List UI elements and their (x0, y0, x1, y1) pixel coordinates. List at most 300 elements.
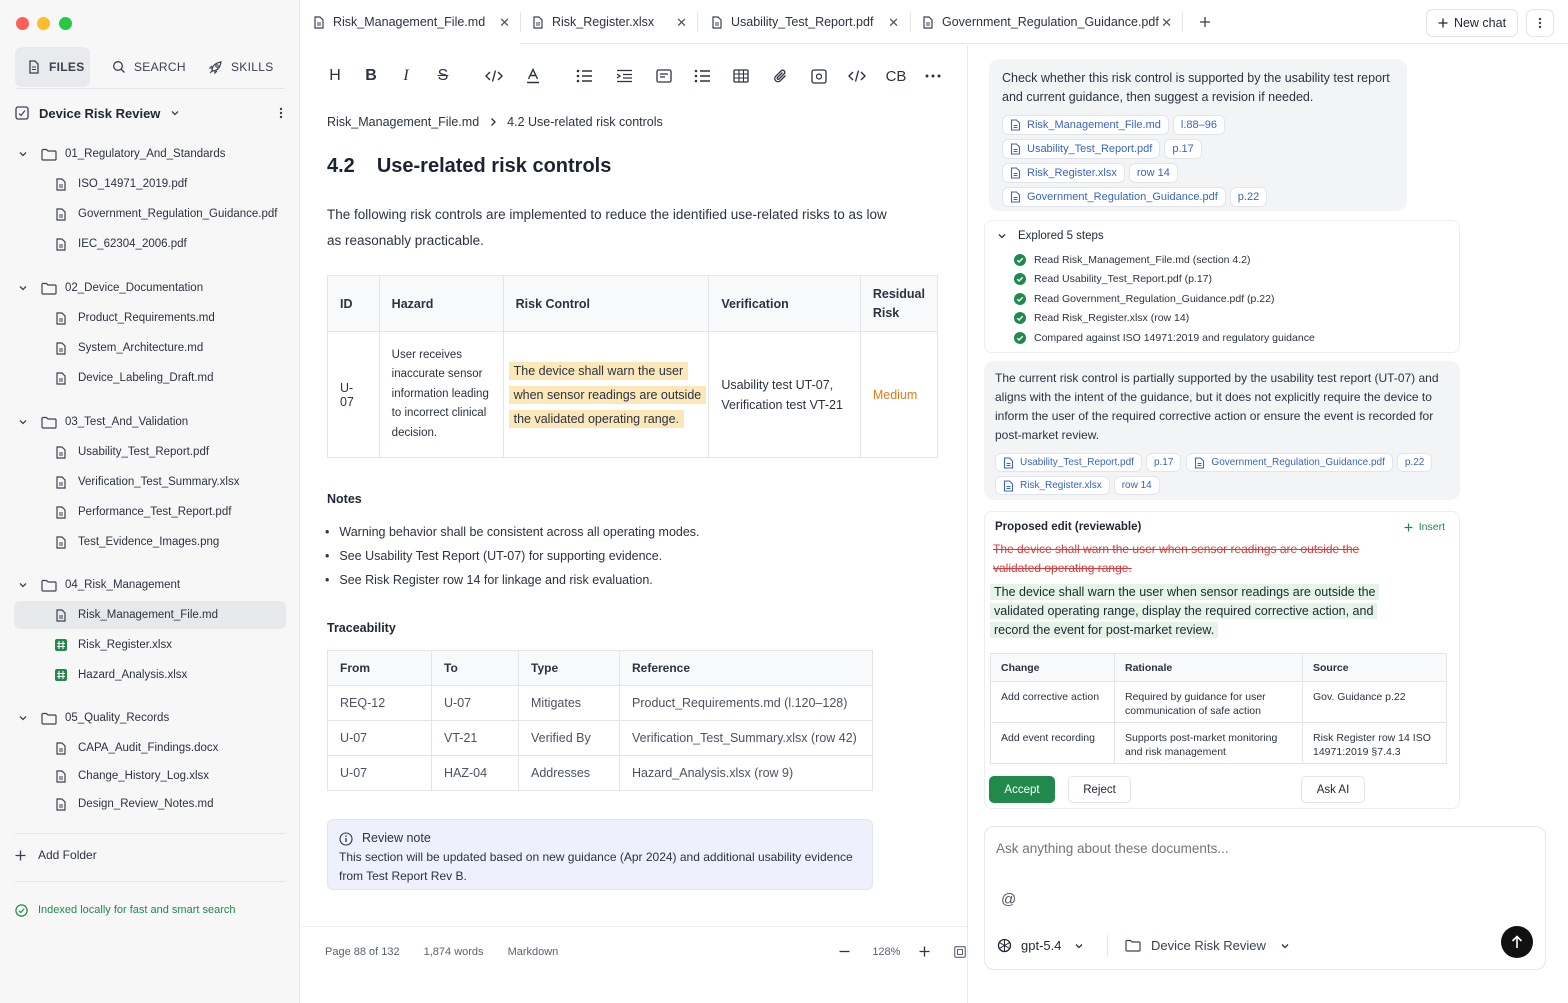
fit-page-icon[interactable] (954, 946, 966, 958)
tree-folder[interactable] (14, 408, 286, 436)
chevron-down-icon (17, 283, 29, 293)
tree-file[interactable] (14, 661, 286, 689)
spreadsheet-icon (55, 639, 67, 651)
bold-glyph: B (365, 67, 377, 84)
tree-file-label: Hazard_Analysis.xlsx (78, 669, 188, 681)
list-item: • Warning behavior shall be consistent across all operating modes. (325, 520, 700, 544)
minimize-window-button[interactable] (37, 17, 50, 30)
tree-file[interactable] (14, 468, 286, 496)
reference-chip-group (1002, 139, 1394, 159)
reference-location: p.22 (1404, 457, 1425, 468)
table-row (328, 686, 873, 721)
reference-chip-group (1002, 187, 1394, 207)
document-icon (1003, 457, 1014, 469)
file-icon (55, 770, 67, 783)
tree-folder-label: 05_Quality_Records (65, 712, 170, 724)
reference-chip-group (995, 476, 1160, 495)
word-count: 1,874 words (423, 945, 484, 958)
project-selector[interactable] (15, 100, 285, 126)
ask-ai-button[interactable]: Ask AI (1301, 776, 1365, 803)
chevron-down-icon (997, 231, 1007, 241)
tree-file-label: Design_Review_Notes.md (78, 798, 214, 810)
check-circle-icon (1014, 293, 1026, 305)
project-context-name: Device Risk Review (1151, 938, 1266, 953)
divider (15, 88, 285, 89)
traceability-table (327, 650, 873, 791)
tree-folder[interactable] (14, 140, 286, 168)
project-context-selector[interactable] (1125, 938, 1290, 953)
tree-file[interactable] (14, 364, 286, 392)
table-header-row (328, 276, 938, 332)
table-cell: Verification_Test_Summary.xlsx (row 42) (620, 721, 873, 756)
folder-icon (41, 712, 57, 725)
table-cell: REQ-12 (328, 686, 432, 721)
column-header: Reference (620, 651, 873, 686)
table-cell: Risk Register row 14 ISO 14971:2019 §7.4.3 (1303, 723, 1447, 764)
reference-chip[interactable] (1002, 163, 1125, 183)
step-item (1014, 270, 1315, 290)
tab-label: Usability_Test_Report.pdf (731, 15, 874, 29)
tree-file-label: Government_Regulation_Guidance.pdf (78, 208, 278, 220)
new-tab-plus-icon[interactable] (1199, 16, 1211, 28)
rocket-icon (208, 60, 223, 75)
embed-button[interactable] (844, 63, 870, 89)
reference-chip[interactable] (1186, 453, 1392, 472)
table-cell: U-07 (328, 721, 432, 756)
tree-file-label: Change_History_Log.xlsx (78, 770, 210, 782)
file-icon (55, 798, 67, 811)
zoom-in-icon[interactable] (919, 946, 930, 957)
tree-file[interactable] (14, 200, 286, 228)
mention-button[interactable]: @ (1001, 891, 1017, 908)
embed-code-icon (848, 69, 866, 83)
tree-file[interactable] (14, 734, 286, 762)
tab-files-label: FILES (49, 60, 85, 74)
explored-steps-toggle[interactable] (997, 230, 1104, 242)
table-row (328, 721, 873, 756)
insert-button[interactable] (1404, 521, 1445, 533)
explored-steps-card (984, 220, 1460, 353)
close-window-button[interactable] (16, 17, 29, 30)
add-folder-button[interactable] (15, 843, 97, 867)
reference-chip[interactable] (995, 453, 1142, 472)
table-cell: Verified By (519, 721, 620, 756)
divider (1107, 935, 1108, 957)
kebab-menu-icon (1538, 17, 1542, 29)
column-header: Verification (709, 276, 861, 332)
file-icon (711, 16, 723, 29)
tab-search-label: SEARCH (134, 60, 186, 74)
step-text: Read Usability_Test_Report.pdf (p.17) (1034, 273, 1213, 286)
plus-icon (1404, 523, 1413, 532)
folder-icon (1125, 939, 1141, 952)
section-number: 4.2 (327, 155, 355, 177)
code-button[interactable] (481, 63, 507, 89)
reference-file: Risk_Register.xlsx (1020, 480, 1102, 491)
spreadsheet-icon (55, 669, 67, 681)
check-circle-icon (1014, 254, 1026, 266)
table-cell: U-07 (432, 686, 519, 721)
tree-folder-label: 03_Test_And_Validation (65, 416, 189, 428)
column-header: Source (1303, 654, 1447, 682)
tree-folder-label: 01_Regulatory_And_Standards (65, 148, 226, 160)
tab-risk-management-file[interactable] (301, 0, 520, 44)
tab-label: Risk_Register.xlsx (552, 15, 655, 29)
more-options-button[interactable] (1526, 9, 1554, 37)
index-status (15, 900, 235, 920)
code-block-button[interactable] (881, 63, 911, 89)
table-row (328, 756, 873, 791)
chevron-down-icon (1280, 941, 1290, 951)
paperclip-icon (773, 68, 788, 84)
tree-file[interactable] (14, 304, 286, 332)
notes-list (325, 520, 700, 592)
new-chat-label: New chat (1453, 16, 1507, 30)
file-icon (55, 609, 67, 622)
column-header: Change (991, 654, 1115, 682)
answer-references (995, 453, 1455, 495)
tab-divider (1182, 12, 1183, 32)
plus-icon (15, 850, 26, 861)
column-header: Residual Risk (860, 276, 937, 332)
tree-file-label: Performance_Test_Report.pdf (78, 506, 232, 518)
status-bar (301, 926, 968, 976)
column-header: From (328, 651, 432, 686)
reference-location-chip[interactable] (1129, 163, 1178, 183)
chevron-down-icon (17, 713, 29, 723)
tab-skills[interactable] (196, 47, 276, 87)
sidebar-tabs (15, 47, 285, 87)
reference-location: p.22 (1237, 191, 1260, 203)
review-note-header (339, 829, 861, 848)
strike-glyph: S (437, 67, 449, 84)
heading-button[interactable] (322, 63, 348, 89)
document-icon (1194, 457, 1205, 469)
table-cell: VT-21 (432, 721, 519, 756)
checklist-button[interactable] (689, 63, 715, 89)
text-color-button[interactable] (520, 63, 546, 89)
zoom-level: 128% (872, 945, 901, 958)
user-message-references (1002, 115, 1394, 207)
list-item: • See Risk Register row 14 for linkage and risk evaluation. (325, 568, 700, 592)
reference-chip[interactable] (1002, 187, 1226, 207)
tab-usability-test-report[interactable] (699, 0, 909, 44)
table-cell: U-07 (328, 756, 432, 791)
reference-chip-group (995, 453, 1181, 472)
reference-file: Usability_Test_Report.pdf (1020, 457, 1134, 468)
column-header: ID (328, 276, 380, 332)
maximize-window-button[interactable] (59, 17, 72, 30)
table-header-row (991, 654, 1447, 682)
file-icon (27, 60, 41, 74)
file-icon (55, 506, 67, 519)
reference-chip[interactable] (995, 476, 1110, 495)
tree-file-label: Test_Evidence_Images.png (78, 536, 220, 548)
reference-location-chip[interactable] (1114, 476, 1160, 495)
check-circle-icon (15, 904, 28, 917)
reference-location-chip[interactable] (1173, 115, 1225, 135)
assistant-answer-text: The current risk control is partially supported by the usability test report (UT-07) and aligns with the intent of the guidance, but it does not explicitly require the device to inform the user of the required corrective action or ensure the event is recorded for post-market review. (995, 371, 1439, 442)
file-icon (55, 312, 67, 325)
risk-id-cell: U-07 (328, 332, 380, 458)
risk-control-table (327, 275, 938, 458)
step-text: Read Government_Regulation_Guidance.pdf (p.22) (1034, 292, 1275, 305)
check-circle-icon (1014, 312, 1026, 324)
traceability-heading: Traceability (327, 621, 396, 635)
project-name: Device Risk Review (39, 105, 161, 121)
table-cell: Add corrective action (991, 682, 1115, 723)
reference-location: p.17 (1153, 457, 1174, 468)
chevron-down-icon (1074, 941, 1084, 951)
tree-file[interactable] (14, 170, 286, 198)
reference-location-chip[interactable] (1146, 453, 1181, 472)
document-icon (1003, 480, 1014, 492)
arrow-up-icon (1511, 935, 1523, 949)
table-cell: HAZ-04 (432, 756, 519, 791)
folder-icon (41, 579, 57, 592)
review-note-title: Review note (362, 831, 431, 845)
tree-file-label: IEC_62304_2006.pdf (78, 238, 187, 250)
tree-file[interactable] (14, 601, 286, 629)
chevron-down-icon (17, 417, 29, 427)
table-cell: Addresses (519, 756, 620, 791)
breadcrumb (327, 115, 663, 129)
reference-location-chip[interactable] (1164, 139, 1201, 159)
inserted-text-highlight: The device shall warn the user when sensor readings are outside the validated operating range, display the required corrective action, and record the event for post-market review. (990, 584, 1379, 638)
send-button[interactable] (1501, 926, 1533, 958)
table-cell: Supports post-market monitoring and risk management (1115, 723, 1303, 764)
chat-input[interactable] (996, 841, 1526, 871)
file-icon (55, 476, 67, 489)
change-table (990, 653, 1447, 764)
tab-divider (697, 12, 698, 32)
table-row (991, 682, 1447, 723)
file-icon (55, 238, 67, 251)
divider (15, 833, 285, 834)
review-note (327, 819, 873, 890)
list-item: • See Usability Test Report (UT-07) for supporting evidence. (325, 544, 700, 568)
reference-chip-group (1186, 453, 1432, 472)
model-name: gpt-5.4 (1021, 938, 1062, 953)
reference-location-chip[interactable] (1397, 453, 1432, 472)
column-header: Rationale (1115, 654, 1303, 682)
editor-mode: Markdown (507, 945, 559, 958)
editor-pane (301, 45, 968, 1003)
tab-label: Risk_Management_File.md (333, 15, 486, 29)
reference-file: Government_Regulation_Guidance.pdf (1027, 191, 1218, 203)
document-icon (1010, 119, 1021, 131)
italic-button[interactable] (393, 63, 419, 89)
tree-file-label: Risk_Management_File.md (78, 609, 218, 621)
indent-button[interactable] (611, 63, 637, 89)
check-circle-icon (1014, 332, 1026, 344)
hazard-cell: User receives inaccurate sensor information leading to incorrect clinical decision. (379, 332, 503, 458)
breadcrumb-file[interactable]: Risk_Management_File.md (327, 115, 480, 129)
file-icon (55, 536, 67, 549)
strikethrough-button[interactable] (430, 63, 456, 89)
tree-file[interactable] (14, 334, 286, 362)
user-message-text: Check whether this risk control is supported by the usability test report and current guidance, then suggest a revision if needed. (1002, 71, 1390, 104)
file-icon (532, 16, 544, 29)
code-block-glyph: CB (885, 67, 907, 85)
highlighted-risk-control[interactable]: The device shall warn the user when sensor readings are outside the validated operating range. (509, 362, 707, 428)
close-tab-icon[interactable]: ✕ (1161, 15, 1172, 30)
reference-location-chip[interactable] (1230, 187, 1267, 207)
info-icon (339, 832, 353, 846)
reference-location: l.88–96 (1180, 119, 1217, 131)
search-icon (112, 60, 126, 74)
file-icon (55, 178, 67, 191)
close-tab-icon[interactable]: ✕ (888, 15, 899, 30)
reference-location: p.17 (1172, 143, 1194, 155)
plus-icon (1438, 18, 1448, 28)
image-icon (811, 69, 827, 84)
proposed-edit-title: Proposed edit (reviewable) (995, 521, 1142, 533)
folder-icon (41, 282, 57, 295)
reference-chip-group (1002, 163, 1394, 183)
tree-file[interactable] (14, 230, 286, 258)
file-icon (55, 342, 67, 355)
check-circle-icon (1014, 273, 1026, 285)
column-header: To (432, 651, 519, 686)
block-button[interactable] (651, 63, 677, 89)
file-icon (55, 742, 67, 755)
table-button[interactable] (728, 63, 754, 89)
tab-government-regulation-guidance[interactable] (910, 0, 1182, 44)
tree-file[interactable] (14, 790, 286, 818)
deleted-text: The device shall warn the user when sensor readings are outside the validated operating range. (993, 542, 1360, 575)
table-cell: Mitigates (519, 686, 620, 721)
reference-location: row 14 (1136, 167, 1170, 179)
file-icon (55, 446, 67, 459)
user-message (989, 59, 1407, 211)
indent-icon (616, 69, 633, 83)
table-row (328, 332, 938, 458)
tree-folder[interactable] (14, 704, 286, 732)
chevron-down-icon (17, 580, 29, 590)
folder-icon (41, 148, 57, 161)
table-cell: Product_Requirements.md (l.120–128) (620, 686, 873, 721)
openai-logo-icon (997, 938, 1012, 953)
model-selector[interactable] (997, 938, 1084, 953)
tree-file[interactable] (14, 762, 286, 790)
step-text: Read Risk_Management_File.md (section 4.2) (1034, 253, 1251, 266)
checklist-icon (694, 69, 711, 83)
add-folder-label: Add Folder (38, 848, 97, 862)
breadcrumb-section[interactable]: 4.2 Use-related risk controls (507, 115, 663, 129)
reference-location: row 14 (1121, 480, 1152, 491)
reference-chip[interactable] (1002, 139, 1160, 159)
column-header: Risk Control (503, 276, 709, 332)
tree-folder[interactable] (14, 274, 286, 302)
tree-file-label: Usability_Test_Report.pdf (78, 446, 210, 458)
bullet-list-icon (576, 69, 593, 83)
chat-input-box (984, 826, 1546, 970)
more-toolbar-button[interactable] (920, 63, 946, 89)
tab-risk-register[interactable] (520, 0, 697, 44)
table-cell: Required by guidance for user communication of safe action (1115, 682, 1303, 723)
risk-control-cell (503, 332, 709, 458)
tree-file[interactable] (14, 438, 286, 466)
step-item (1014, 309, 1315, 329)
tree-file-label: ISO_14971_2019.pdf (78, 178, 188, 190)
close-tab-icon[interactable]: ✕ (676, 15, 687, 30)
column-header: Type (519, 651, 620, 686)
reference-file: Usability_Test_Report.pdf (1027, 143, 1153, 155)
chevron-down-icon (17, 149, 29, 159)
tab-files[interactable] (15, 47, 90, 87)
verification-cell: Usability test UT-07, Verification test VT-21 (709, 332, 861, 458)
table-cell: Add event recording (991, 723, 1115, 764)
step-item (1014, 250, 1315, 270)
tree-file[interactable] (14, 528, 286, 556)
tree-file[interactable] (14, 631, 286, 659)
image-button[interactable] (806, 63, 832, 89)
bullet-list-button[interactable] (571, 63, 597, 89)
step-item (1014, 289, 1315, 309)
block-icon (656, 69, 672, 83)
kebab-menu-icon[interactable] (279, 107, 283, 119)
proposed-edit-card (984, 511, 1460, 809)
steps-list (1014, 250, 1315, 348)
tree-file[interactable] (14, 498, 286, 526)
accept-button[interactable]: Accept (989, 776, 1055, 803)
column-header: Hazard (379, 276, 503, 332)
table-cell: Gov. Guidance p.22 (1303, 682, 1447, 723)
reference-file: Government_Regulation_Guidance.pdf (1211, 457, 1385, 468)
section-title: Use-related risk controls (376, 155, 612, 177)
document-icon (1010, 167, 1021, 179)
step-item (1014, 328, 1315, 348)
project-icon (15, 106, 29, 120)
residual-risk-cell: Medium (860, 332, 937, 458)
sidebar (0, 0, 300, 1003)
reject-button[interactable]: Reject (1068, 776, 1131, 803)
reference-file: Risk_Register.xlsx (1027, 167, 1117, 179)
chevron-down-icon (170, 108, 180, 118)
bold-button[interactable] (358, 63, 384, 89)
file-icon (313, 16, 325, 29)
tree-file-label: Device_Labeling_Draft.md (78, 372, 214, 384)
divider (15, 881, 285, 882)
ellipsis-icon (925, 74, 941, 78)
tab-search[interactable] (100, 47, 190, 87)
inserted-text (990, 583, 1410, 640)
new-chat-button[interactable] (1426, 9, 1518, 37)
tab-label: Government_Regulation_Guidance.pdf (942, 15, 1159, 29)
tab-bar (301, 0, 1568, 44)
step-text: Compared against ISO 14971:2019 and regulatory guidance (1034, 331, 1315, 344)
review-note-text: This section will be updated based on new guidance (Apr 2024) and additional usability evidence from Test Report Rev B. (339, 850, 853, 883)
tree-file-label: Product_Requirements.md (78, 312, 215, 324)
heading-glyph: H (329, 67, 341, 84)
folder-icon (41, 416, 57, 429)
tree-folder-label: 04_Risk_Management (65, 579, 181, 591)
document-icon (1010, 191, 1021, 203)
intro-paragraph: The following risk controls are implemented to reduce the identified use-related risks to as low as reasonably practicable. (327, 207, 887, 248)
step-text: Read Risk_Register.xlsx (row 14) (1034, 312, 1190, 325)
attach-button[interactable] (767, 63, 793, 89)
reference-chip-group (1002, 115, 1394, 135)
close-tab-icon[interactable]: ✕ (499, 15, 510, 30)
tree-folder[interactable] (14, 571, 286, 599)
zoom-out-icon[interactable] (839, 946, 850, 957)
chat-panel (969, 45, 1568, 1003)
reference-chip[interactable] (1002, 115, 1169, 135)
tree-file-label: Risk_Register.xlsx (78, 639, 172, 651)
code-icon (485, 69, 503, 83)
tree-folder-label: 02_Device_Documentation (65, 282, 204, 294)
